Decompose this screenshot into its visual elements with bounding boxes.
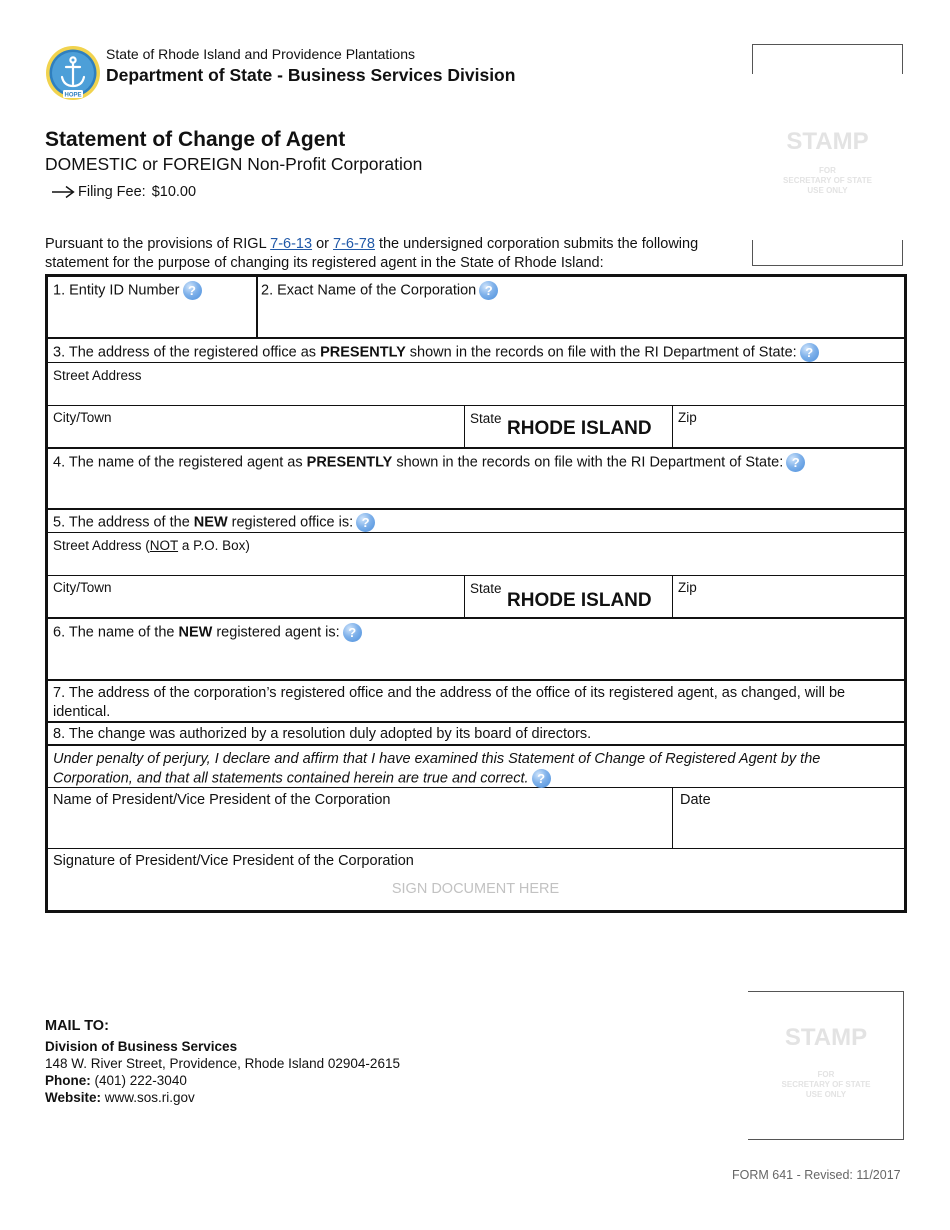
sign-document-placeholder[interactable]: SIGN DOCUMENT HERE bbox=[391, 881, 560, 897]
penalty-statement bbox=[53, 750, 898, 788]
city-town-label: City/Town bbox=[53, 580, 112, 595]
mail-address: 148 W. River Street, Providence, Rhode Island 02904-2615 bbox=[45, 1056, 400, 1071]
intro-text-1: Pursuant to the provisions of RIGL bbox=[45, 236, 271, 252]
seal-hope-text: HOPE bbox=[64, 92, 82, 99]
rigl-7-6-13-link[interactable]: 7-6-13 bbox=[270, 236, 313, 252]
street-address-label: Street Address bbox=[53, 368, 142, 383]
presently-emphasis: PRESENTLY bbox=[320, 344, 406, 361]
page-subtitle: DOMESTIC or FOREIGN Non-Profit Corporation bbox=[45, 154, 423, 174]
intro-text-3: the undersigned corporation submits the following statement for the purpose of changing its registered agent in the State of Rhode Island: bbox=[45, 236, 699, 271]
present-zip-field[interactable] bbox=[678, 410, 898, 445]
filing-fee-label: Filing Fee: bbox=[78, 184, 146, 200]
president-name-label: Name of President/Vice President of the Corporation bbox=[53, 792, 391, 808]
intro-paragraph bbox=[45, 235, 750, 273]
entity-id-field[interactable] bbox=[53, 281, 253, 335]
stamp-bottom-line-2: SECRETARY OF STATE bbox=[781, 1080, 871, 1089]
phone-label: Phone: bbox=[45, 1073, 91, 1088]
state-value: RHODE ISLAND bbox=[507, 418, 652, 439]
new-emphasis: NEW bbox=[193, 514, 228, 531]
stamp-top-line-1: FOR bbox=[819, 166, 836, 175]
new-agent-field[interactable] bbox=[53, 623, 898, 677]
stamp-top-title: STAMP bbox=[786, 128, 869, 155]
new-office-heading bbox=[53, 513, 898, 532]
change-of-agent-form bbox=[45, 274, 907, 913]
date-label: Date bbox=[680, 792, 711, 808]
filing-fee bbox=[50, 184, 196, 200]
signature-field[interactable] bbox=[53, 853, 898, 905]
present-agent-text: 4. The name of the registered agent as bbox=[53, 454, 307, 471]
filing-fee-value: $10.00 bbox=[151, 184, 197, 200]
present-office-text: 3. The address of the registered office as bbox=[53, 344, 321, 361]
signature-label: Signature of President/Vice President of the Corporation bbox=[53, 853, 414, 869]
website-url: www.sos.ri.gov bbox=[104, 1090, 195, 1105]
page-title: Statement of Change of Agent bbox=[45, 128, 346, 151]
rigl-7-6-78-link[interactable]: 7-6-78 bbox=[333, 236, 375, 252]
present-agent-field[interactable] bbox=[53, 453, 898, 505]
help-icon[interactable]: ? bbox=[800, 343, 819, 362]
help-icon[interactable]: ? bbox=[479, 281, 498, 300]
stamp-top-line-3: USE ONLY bbox=[807, 186, 848, 195]
president-name-field[interactable] bbox=[53, 792, 668, 846]
penalty-text: Under penalty of perjury, I declare and affirm that I have examined this Statement of Change of Registered Agent by the Corporation, and that all statements contained herein are true and correct. bbox=[53, 751, 821, 787]
present-state-field bbox=[470, 410, 670, 445]
mail-to-block bbox=[45, 1018, 400, 1106]
new-office-text-2: registered office is: bbox=[227, 514, 354, 531]
form-number: FORM 641 - Revised: 11/2017 bbox=[732, 1168, 901, 1182]
stamp-top-line-2: SECRETARY OF STATE bbox=[783, 176, 872, 185]
state-label: State bbox=[470, 411, 502, 426]
help-icon[interactable]: ? bbox=[786, 453, 805, 472]
item-8-statement: 8. The change was authorized by a resolution duly adopted by its board of directors. bbox=[53, 726, 592, 742]
stamp-box-top bbox=[752, 44, 903, 266]
corporation-name-field[interactable] bbox=[261, 281, 896, 335]
help-icon[interactable]: ? bbox=[356, 513, 375, 532]
state-label: State bbox=[470, 581, 502, 596]
entity-id-label: 1. Entity ID Number bbox=[53, 282, 180, 299]
new-city-field[interactable] bbox=[53, 580, 458, 615]
new-office-text: 5. The address of the bbox=[53, 514, 194, 531]
presently-emphasis: PRESENTLY bbox=[306, 454, 393, 471]
department-name: Department of State - Business Services Division bbox=[106, 65, 516, 85]
new-emphasis: NEW bbox=[178, 624, 213, 641]
stamp-box-bottom bbox=[748, 991, 904, 1140]
not-emphasis: NOT bbox=[149, 538, 179, 553]
present-office-heading bbox=[53, 343, 898, 362]
new-agent-text-2: registered agent is: bbox=[212, 624, 340, 641]
mail-org: Division of Business Services bbox=[45, 1039, 238, 1054]
stamp-bottom-line-3: USE ONLY bbox=[805, 1090, 847, 1099]
present-agent-text-2: shown in the records on file with the RI Department of State: bbox=[392, 454, 784, 471]
phone-number: (401) 222-3040 bbox=[94, 1073, 187, 1088]
new-agent-text: 6. The name of the bbox=[53, 624, 179, 641]
help-icon[interactable]: ? bbox=[183, 281, 202, 300]
date-field[interactable] bbox=[680, 792, 898, 846]
state-name: State of Rhode Island and Providence Plantations bbox=[106, 46, 415, 62]
present-city-field[interactable] bbox=[53, 410, 458, 445]
city-town-label: City/Town bbox=[53, 410, 112, 425]
street-address-label: Street Address ( bbox=[53, 538, 150, 553]
rhode-island-seal-logo bbox=[45, 45, 101, 101]
state-value: RHODE ISLAND bbox=[507, 590, 652, 611]
stamp-bottom-line-1: FOR bbox=[817, 1070, 835, 1079]
present-office-text-2: shown in the records on file with the RI Department of State: bbox=[405, 344, 797, 361]
new-street-address-field[interactable] bbox=[53, 538, 898, 573]
mail-to-heading: MAIL TO: bbox=[45, 1018, 109, 1034]
new-zip-field[interactable] bbox=[678, 580, 898, 615]
street-address-label-2: a P.O. Box) bbox=[178, 538, 250, 553]
zip-label: Zip bbox=[678, 580, 697, 595]
help-icon[interactable]: ? bbox=[532, 769, 551, 788]
arrow-right-icon bbox=[50, 185, 76, 199]
website-label: Website: bbox=[45, 1090, 102, 1105]
intro-text-2: or bbox=[312, 236, 334, 252]
present-street-address-field[interactable] bbox=[53, 368, 898, 403]
item-7-statement: 7. The address of the corporation’s registered office and the address of the office of its registered agent, as changed, will be identical. bbox=[53, 685, 846, 720]
new-state-field bbox=[470, 580, 670, 615]
stamp-bottom-title: STAMP bbox=[784, 1024, 868, 1051]
zip-label: Zip bbox=[678, 410, 697, 425]
help-icon[interactable]: ? bbox=[343, 623, 362, 642]
corporation-name-label: 2. Exact Name of the Corporation bbox=[261, 282, 477, 299]
